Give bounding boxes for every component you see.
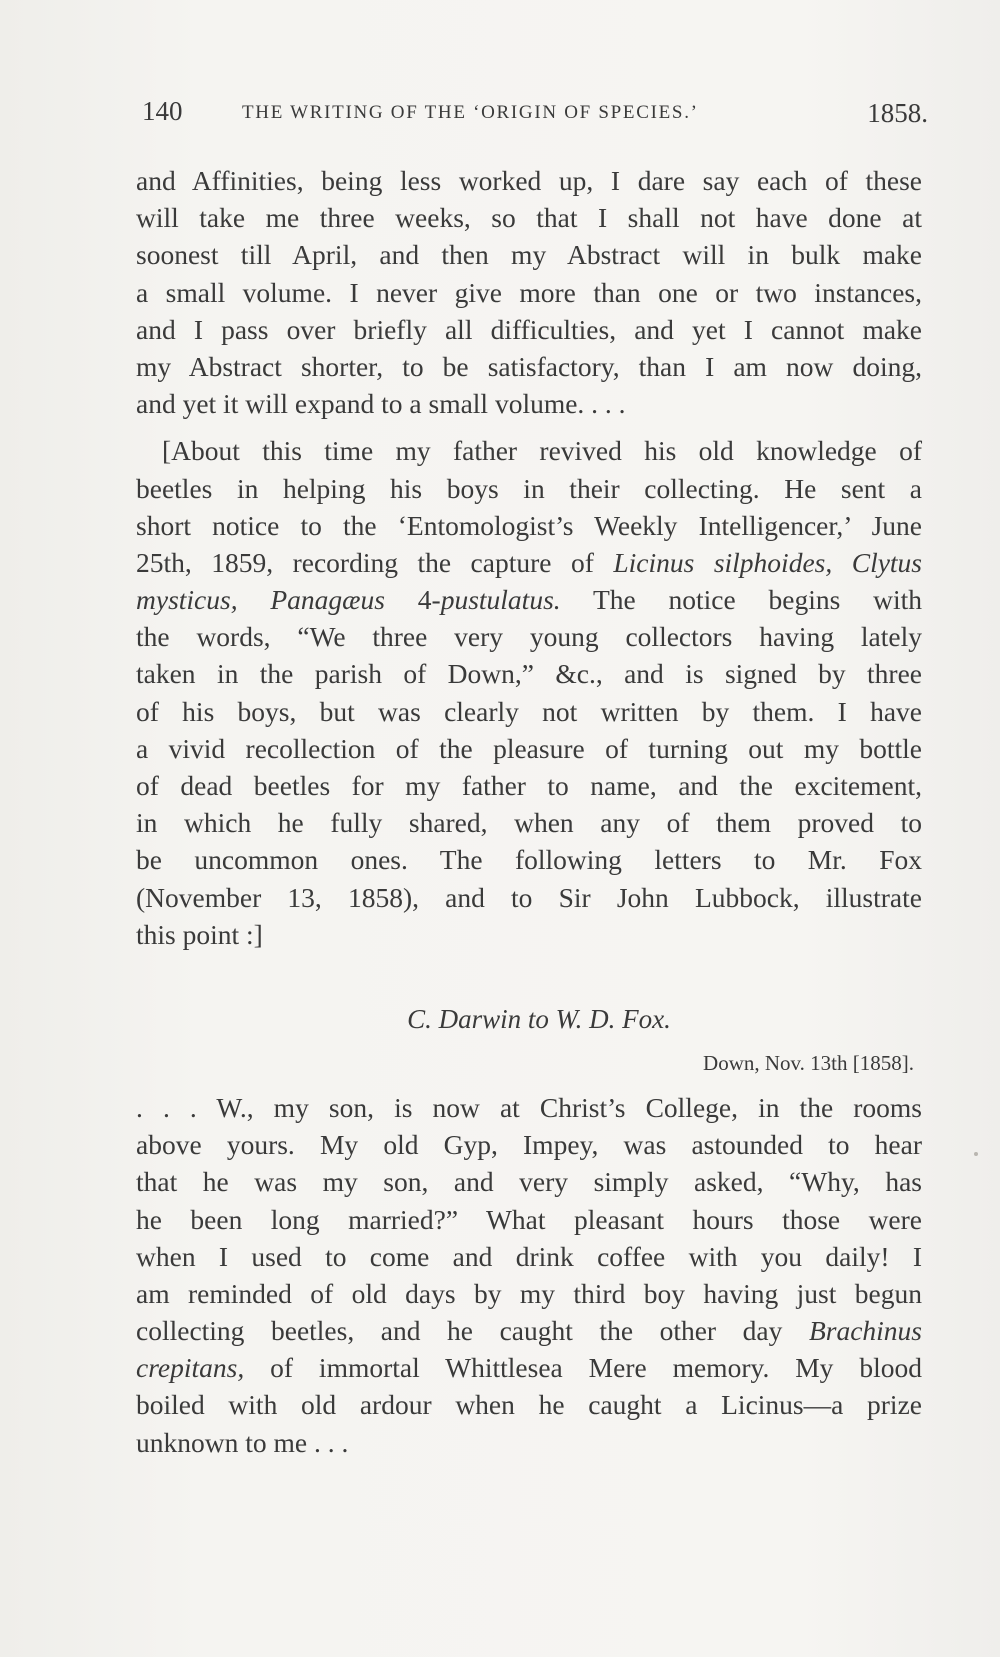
text-line: taken in the parish of Down,” &c., and is signed by three <box>136 658 922 690</box>
text-run: 25th, 1859, recording the capture of <box>136 546 614 578</box>
text-line: . . . W., my son, is now at Christ’s College, in the rooms <box>136 1091 922 1123</box>
text-line: and Affinities, being less worked up, I dare say each of these <box>136 165 922 196</box>
text-line: am reminded of old days by my third boy having just begun <box>136 1277 922 1309</box>
text-line: of his boys, but was clearly not written by them. I have <box>136 695 922 727</box>
text-line <box>136 1349 922 1386</box>
text-line: my Abstract shorter, to be satisfactory, than I am now doing, <box>136 350 922 382</box>
text-line: will take me three weeks, so that I shall not have done at <box>136 202 922 234</box>
text-line: (November 13, 1858), and to Sir John Lubbock, illustrate <box>136 881 922 913</box>
text-line: be uncommon ones. The following letters to Mr. Fox <box>136 844 922 876</box>
species-name: mysticus, Panagæus <box>136 584 418 616</box>
letter-body <box>136 1089 922 1461</box>
text-line: of dead beetles for my father to name, and the excitement, <box>136 770 922 801</box>
species-name: crepitans, <box>136 1352 245 1384</box>
paragraph-continued <box>136 162 922 422</box>
text-line: he been long married?” What pleasant hours those were <box>136 1203 922 1235</box>
text-run: collecting beetles, and he caught the other day <box>136 1315 809 1347</box>
page-body <box>136 162 922 1461</box>
text-line: when I used to come and drink coffee with you daily! I <box>136 1240 922 1272</box>
text-line: beetles in helping his boys in their collecting. He sent a <box>136 472 922 504</box>
text-line: [About this time my father revived his old knowledge of <box>162 435 922 467</box>
text-line: this point :] <box>136 918 263 950</box>
letter-heading: C. Darwin to W. D. Fox. <box>407 1003 671 1034</box>
text-line <box>136 1312 922 1349</box>
text-line: that he was my son, and very simply asked, “Why, has <box>136 1166 922 1198</box>
text-line: the words, “We three very young collectors having lately <box>136 621 922 653</box>
text-line: short notice to the ‘Entomologist’s Weekly Intelligencer,’ June <box>136 509 922 541</box>
species-name: pustulatus. <box>440 584 561 616</box>
running-header <box>142 96 928 136</box>
letter-place-date: Down, Nov. 13th [1858]. <box>703 1050 914 1075</box>
text-line: in which he fully shared, when any of them proved to <box>136 807 922 839</box>
text-line: boiled with old ardour when he caught a Licinus—a prize <box>136 1389 922 1421</box>
page-number: 140 <box>142 96 183 126</box>
species-name: Licinus silphoides, Clytus <box>613 546 923 578</box>
text-run: 4- <box>417 584 441 616</box>
header-year: 1858. <box>867 98 928 128</box>
paper-speck <box>974 1152 978 1156</box>
text-line: a small volume. I never give more than one or two instances, <box>136 276 922 308</box>
text-line <box>136 544 922 581</box>
text-line: a vivid recollection of the pleasure of turning out my bottle <box>136 732 922 764</box>
running-title: THE WRITING OF THE ‘ORIGIN OF SPECIES.’ <box>242 102 699 123</box>
text-run: of immortal Whittlesea Mere memory. My blood <box>244 1352 922 1384</box>
text-run: The notice begins with <box>560 584 922 616</box>
text-line: and yet it will expand to a small volume. . . . <box>136 388 626 420</box>
species-name: Brachinus <box>808 1315 922 1347</box>
text-line: and I pass over briefly all difficulties, and yet I cannot make <box>136 313 922 345</box>
paragraph-editorial <box>136 432 922 953</box>
text-line: soonest till April, and then my Abstract will in bulk make <box>136 239 922 271</box>
text-line: above yours. My old Gyp, Impey, was astounded to hear <box>136 1129 922 1161</box>
text-line <box>136 581 922 618</box>
text-line: unknown to me . . . <box>136 1426 349 1458</box>
